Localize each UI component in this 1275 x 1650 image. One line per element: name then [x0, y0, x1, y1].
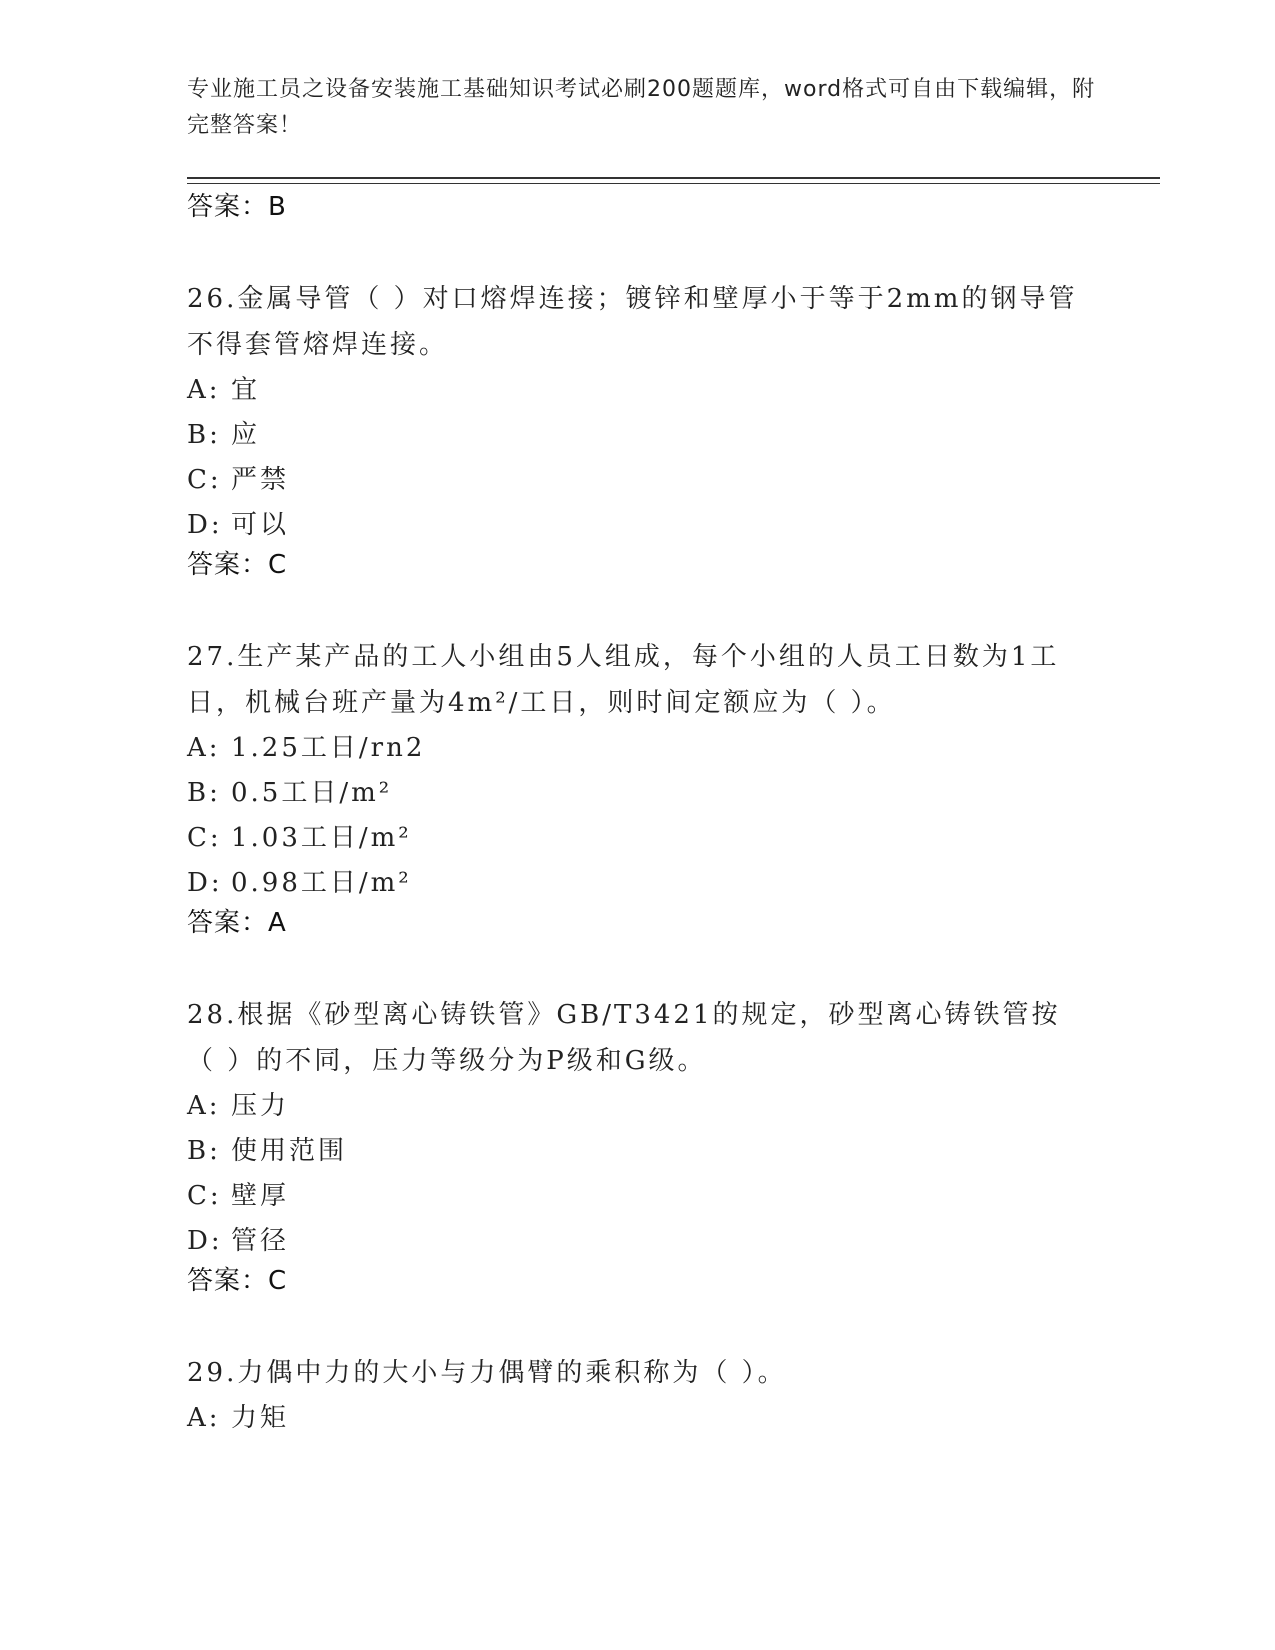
option-b	[187, 771, 1087, 816]
option-key: A:	[187, 375, 221, 405]
option-text: 力矩	[231, 1403, 290, 1433]
question-text: 26.金属导管（ ）对口熔焊连接；镀锌和壁厚小于等于2mm的钢导管不得套管熔焊连接。	[187, 284, 1078, 360]
answer-line: 答案：B	[187, 192, 287, 222]
option-key: C:	[187, 1181, 222, 1211]
answer-line: 答案：C	[187, 550, 288, 580]
option-text: 压力	[231, 1091, 290, 1121]
option-b	[187, 1129, 1087, 1174]
spacer	[187, 224, 1087, 276]
answer-line: 答案：A	[187, 908, 287, 938]
option-text: 0.5工日/m²	[231, 778, 393, 808]
option-key: C:	[187, 823, 222, 853]
option-text: 壁厚	[231, 1181, 290, 1211]
option-key: B:	[187, 778, 221, 808]
question-text: 28.根据《砂型离心铸铁管》GB/T3421的规定，砂型离心铸铁管按（ ）的不同，压力等级分为P级和G级。	[187, 1000, 1061, 1076]
option-text: 可以	[231, 510, 290, 540]
option-a	[187, 1396, 1087, 1441]
question-28	[187, 992, 1087, 1350]
question-29	[187, 1350, 1087, 1441]
spacer	[187, 582, 1087, 634]
option-d	[187, 503, 1087, 548]
document-header: 专业施工员之设备安装施工基础知识考试必刷200题题库，word格式可自由下载编辑，附完整答案！	[187, 77, 1096, 138]
option-c	[187, 458, 1087, 503]
option-a	[187, 368, 1087, 413]
option-text: 严禁	[231, 465, 290, 495]
question-text: 27.生产某产品的工人小组由5人组成，每个小组的人员工日数为1工日，机械台班产量为4m²/工日，则时间定额应为（ ）。	[187, 642, 1060, 718]
option-key: A:	[187, 1091, 221, 1121]
option-d	[187, 1219, 1087, 1264]
option-text: 宜	[231, 375, 261, 405]
option-b	[187, 413, 1087, 458]
spacer	[187, 940, 1087, 992]
question-list	[187, 190, 1087, 1441]
spacer	[187, 1298, 1087, 1350]
option-key: B:	[187, 420, 221, 450]
option-text: 应	[231, 420, 261, 450]
option-key: C:	[187, 465, 222, 495]
option-d	[187, 861, 1087, 906]
option-c	[187, 816, 1087, 861]
option-key: D:	[187, 868, 223, 898]
option-text: 1.03工日/m²	[231, 823, 412, 853]
option-text: 1.25工日/rn2	[231, 733, 426, 763]
header-divider-thin	[187, 183, 1160, 184]
option-a	[187, 726, 1087, 771]
question-text: 29.力偶中力的大小与力偶臂的乘积称为（ ）。	[187, 1358, 787, 1388]
option-text: 管径	[231, 1226, 290, 1256]
answer-line: 答案：C	[187, 1266, 288, 1296]
header-divider-thick	[187, 177, 1160, 179]
question-26	[187, 276, 1087, 634]
option-a	[187, 1084, 1087, 1129]
question-27	[187, 634, 1087, 992]
option-c	[187, 1174, 1087, 1219]
option-text: 0.98工日/m²	[231, 868, 412, 898]
option-key: B:	[187, 1136, 221, 1166]
option-key: D:	[187, 510, 223, 540]
option-key: A:	[187, 1403, 221, 1433]
option-text: 使用范围	[231, 1136, 348, 1166]
option-key: A:	[187, 733, 221, 763]
option-key: D:	[187, 1226, 223, 1256]
